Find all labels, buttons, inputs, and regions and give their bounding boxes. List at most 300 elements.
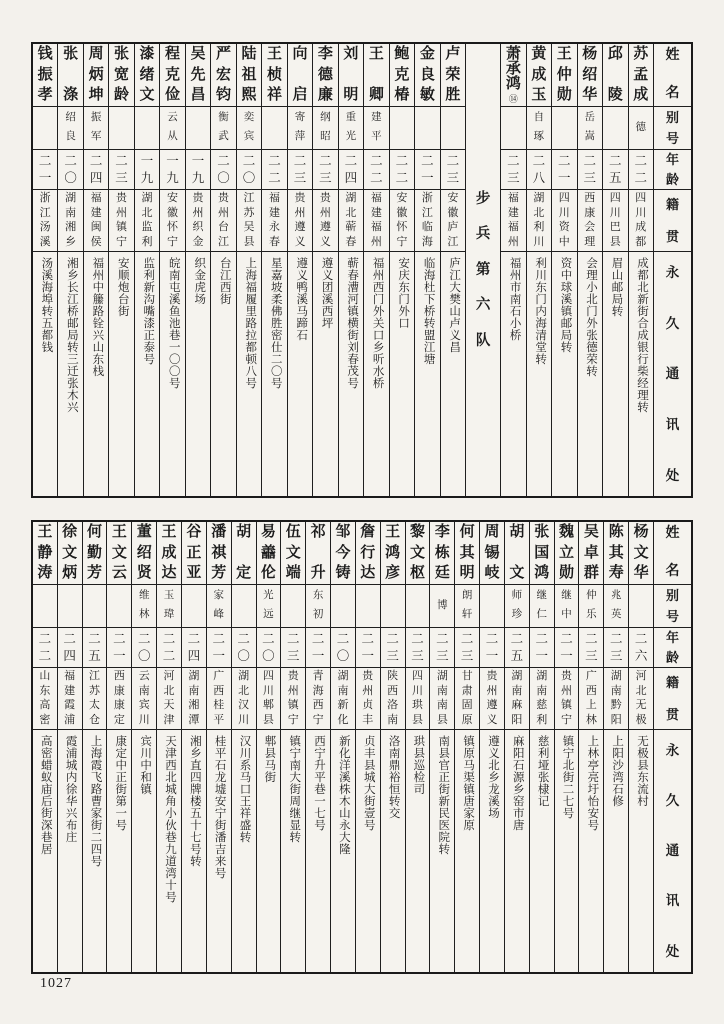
native-text: 四 川 巴 县 xyxy=(609,192,621,248)
age-text: 二 〇 xyxy=(137,631,151,663)
native-text: 湖 北 汉 川 xyxy=(238,670,250,726)
address-cell: 监利新沟嘴漆正泰号 xyxy=(135,251,159,496)
alias-cell xyxy=(552,106,576,149)
age-cell xyxy=(430,627,454,667)
native-cell xyxy=(629,667,653,729)
alias-cell xyxy=(288,106,312,149)
alias-cell xyxy=(83,584,107,627)
name-text: 钱 振 孝 xyxy=(37,46,53,103)
address-cell: 福州中籘路铨兴山东栈 xyxy=(84,251,108,496)
alias-text xyxy=(356,585,380,627)
person-column xyxy=(106,522,131,972)
age-cell xyxy=(58,627,82,667)
native-cell xyxy=(339,189,363,251)
alias-cell xyxy=(530,584,554,627)
name-cell xyxy=(257,522,281,584)
name-cell xyxy=(505,522,529,584)
age-text: 二 〇 xyxy=(262,631,275,663)
age-text: 二 四 xyxy=(63,631,76,663)
native-cell xyxy=(390,189,414,251)
name-text: 王 文 云 xyxy=(111,524,127,581)
alias-text: 绍 良 xyxy=(65,112,76,143)
age-cell xyxy=(237,149,261,189)
person-column xyxy=(108,44,133,496)
name-cell xyxy=(313,44,337,106)
alias-text xyxy=(415,107,439,149)
header-name-label: 姓 名 xyxy=(665,526,680,579)
alias-cell xyxy=(629,584,653,627)
alias-text: 云 从 xyxy=(167,112,178,143)
alias-cell xyxy=(356,584,380,627)
name-cell xyxy=(306,522,330,584)
alias-text xyxy=(109,107,133,149)
alias-cell xyxy=(306,584,330,627)
address-cell: 上林亭亮圩怡安号 xyxy=(579,729,603,972)
section-divider-label: 步 兵 第 六 队 xyxy=(475,190,491,349)
address-cell: 镇宁南大街周继显转 xyxy=(281,729,305,972)
alias-cell xyxy=(257,584,281,627)
alias-text: 奕 宾 xyxy=(243,112,255,143)
native-text: 河 北 无 极 xyxy=(635,670,647,726)
address-cell: 慈利垭张棣记 xyxy=(530,729,554,972)
native-cell xyxy=(356,667,380,729)
person-column xyxy=(287,44,312,496)
age-text: 二 一 xyxy=(535,631,548,663)
header-address-label: 永 久 通 讯 处 xyxy=(665,743,680,959)
name-text: 刘 明 xyxy=(343,46,359,103)
alias-cell xyxy=(406,584,430,627)
native-text: 四 川 成 都 xyxy=(635,192,647,248)
name-cell xyxy=(530,522,554,584)
age-text: 二 四 xyxy=(344,153,358,185)
address-cell: 镇宁北街二七号 xyxy=(555,729,579,972)
native-text: 贵 州 台 江 xyxy=(217,192,229,248)
name-cell xyxy=(281,522,305,584)
native-text: 湖 南 湘 潭 xyxy=(188,670,200,726)
address-cell: 眉山邮局转 xyxy=(603,251,627,496)
alias-text: 重 光 xyxy=(345,112,357,143)
alias-cell xyxy=(505,584,529,627)
native-text: 青 海 西 宁 xyxy=(312,670,324,726)
address-cell: 无极县东流村 xyxy=(629,729,653,972)
name-cell xyxy=(441,44,465,106)
age-cell xyxy=(306,627,330,667)
name-text: 周 锡 岐 xyxy=(484,524,500,581)
person-column xyxy=(280,522,305,972)
age-text: 二 五 xyxy=(609,153,622,185)
age-cell xyxy=(441,149,465,189)
address-cell: 镇原马渠镇唐家原 xyxy=(455,729,479,972)
address-cell: 洛南鼎裕恒转交 xyxy=(381,729,405,972)
native-text: 浙 江 临 海 xyxy=(421,192,433,248)
alias-text: 寄 萍 xyxy=(294,112,306,143)
alias-cell xyxy=(157,584,181,627)
name-text: 萧 承 鸿 xyxy=(505,46,521,92)
native-cell xyxy=(232,667,256,729)
person-column xyxy=(338,44,363,496)
native-text: 四 川 珙 县 xyxy=(411,670,423,726)
alias-cell xyxy=(58,584,82,627)
person-column xyxy=(231,522,256,972)
name-cell xyxy=(430,522,454,584)
header-alias-label: 别 号 xyxy=(665,588,679,624)
age-cell xyxy=(603,149,627,189)
alias-cell xyxy=(441,106,465,149)
alias-text xyxy=(58,585,82,627)
age-text: 一 九 xyxy=(191,153,205,185)
age-cell xyxy=(579,627,603,667)
age-text: 二 一 xyxy=(212,631,225,663)
name-cell xyxy=(555,522,579,584)
person-column xyxy=(57,522,82,972)
alias-cell xyxy=(430,584,454,627)
age-cell xyxy=(207,627,231,667)
native-text: 云 南 宾 川 xyxy=(138,670,150,726)
address-cell: 汤溪海埠转五都钱 xyxy=(33,251,57,496)
native-text: 福 建 闽 侯 xyxy=(90,192,102,248)
age-text: 二 三 xyxy=(585,631,598,663)
age-cell xyxy=(501,149,525,189)
person-column xyxy=(602,44,627,496)
native-cell xyxy=(211,189,235,251)
name-text: 黎 文 枢 xyxy=(409,524,425,581)
person-column xyxy=(603,522,628,972)
name-cell xyxy=(406,522,430,584)
native-cell xyxy=(415,189,439,251)
person-column xyxy=(312,44,337,496)
header-name-label: 姓 名 xyxy=(665,48,680,101)
native-cell xyxy=(430,667,454,729)
alias-cell xyxy=(629,106,653,149)
native-cell xyxy=(157,667,181,729)
person-column xyxy=(526,44,551,496)
native-text: 湖 南 新 化 xyxy=(337,670,349,726)
alias-cell xyxy=(390,106,414,149)
name-cell xyxy=(109,44,133,106)
alias-cell xyxy=(527,106,551,149)
address-cell: 临海杜下桥转盟江塘 xyxy=(415,251,439,496)
name-cell xyxy=(207,522,231,584)
age-text: 二 二 xyxy=(268,153,281,185)
native-cell xyxy=(186,189,210,251)
section-divider xyxy=(465,44,500,496)
name-text: 周 炳 坤 xyxy=(88,46,104,103)
age-cell xyxy=(109,149,133,189)
name-text: 魏 立 勋 xyxy=(559,524,575,581)
native-cell xyxy=(313,189,337,251)
alias-text xyxy=(603,107,627,149)
name-cell xyxy=(157,522,181,584)
address-cell: 安庆东门外口 xyxy=(390,251,414,496)
native-cell xyxy=(406,667,430,729)
person-column xyxy=(504,522,529,972)
native-text: 广 西 上 林 xyxy=(585,670,597,726)
native-text: 贵 州 贞 丰 xyxy=(362,670,374,726)
age-text: 二 五 xyxy=(88,631,101,663)
age-text: 二 一 xyxy=(558,153,571,185)
address-cell: 台江西街 xyxy=(211,251,235,496)
person-column xyxy=(429,522,454,972)
alias-text: 继 仁 xyxy=(536,590,547,621)
alias-text xyxy=(33,585,57,627)
age-cell xyxy=(331,627,355,667)
age-text: 二 二 xyxy=(370,153,383,185)
alias-text xyxy=(406,585,430,627)
alias-cell xyxy=(313,106,337,149)
alias-cell xyxy=(237,106,261,149)
address-cell: 上海霞飞路曹家街二四号 xyxy=(83,729,107,972)
age-text: 二 四 xyxy=(187,631,201,663)
header-name-cell xyxy=(654,522,691,584)
alias-text xyxy=(552,107,576,149)
person-column xyxy=(628,44,653,496)
header-alias-cell xyxy=(654,584,691,627)
native-text: 西 康 会 理 xyxy=(584,192,596,248)
age-text: 二 三 xyxy=(287,631,300,663)
alias-text xyxy=(232,585,256,627)
age-cell xyxy=(313,149,337,189)
name-text: 徐 文 炳 xyxy=(62,524,78,581)
roster-table-bottom xyxy=(31,520,693,974)
address-cell: 湘乡长江桥邮局转三迁张木兴 xyxy=(58,251,82,496)
name-text: 向 启 xyxy=(292,46,308,103)
address-cell: 新化洋溪株木山永大隆 xyxy=(331,729,355,972)
alias-cell xyxy=(207,584,231,627)
name-text: 何 勤 芳 xyxy=(87,524,103,581)
native-cell xyxy=(603,189,627,251)
alias-cell xyxy=(579,584,603,627)
native-text: 西 康 康 定 xyxy=(113,670,125,726)
name-cell xyxy=(84,44,108,106)
native-text: 河 北 天 津 xyxy=(163,670,175,726)
age-text: 二 一 xyxy=(38,153,52,185)
age-text: 二 二 xyxy=(395,153,409,185)
address-cell: 珙县巡检司 xyxy=(406,729,430,972)
name-text: 卢 荣 胜 xyxy=(445,46,461,103)
alias-cell xyxy=(455,584,479,627)
native-cell xyxy=(182,667,206,729)
age-text: 二 一 xyxy=(421,153,434,185)
header-address-cell xyxy=(654,251,691,496)
alias-text xyxy=(501,107,525,149)
name-text: 王 桢 祥 xyxy=(266,46,282,103)
name-text: 黄 成 玉 xyxy=(531,46,547,103)
name-text: 杨 绍 华 xyxy=(582,46,598,103)
name-text: 陈 其 寿 xyxy=(608,524,624,581)
age-cell xyxy=(107,627,131,667)
alias-text xyxy=(107,585,131,627)
person-column xyxy=(454,522,479,972)
age-text: 二 一 xyxy=(485,631,499,663)
age-cell xyxy=(578,149,602,189)
address-cell: 上海福履里路拉都顿八号 xyxy=(237,251,261,496)
name-cell xyxy=(160,44,184,106)
age-cell xyxy=(83,627,107,667)
age-cell xyxy=(211,149,235,189)
name-text: 董 绍 贤 xyxy=(136,524,152,581)
name-text: 张 宽 龄 xyxy=(114,46,130,103)
alias-text xyxy=(186,107,210,149)
name-cell xyxy=(604,522,628,584)
name-text: 鲍 克 椿 xyxy=(394,46,410,103)
alias-text xyxy=(480,585,504,627)
age-cell xyxy=(33,627,57,667)
native-text: 贵 州 遵 义 xyxy=(486,670,498,726)
native-text: 贵 州 镇 宁 xyxy=(561,670,573,726)
native-text: 湖 南 黔 阳 xyxy=(610,670,622,726)
alias-text xyxy=(33,107,57,149)
native-cell xyxy=(83,667,107,729)
native-text: 浙 江 汤 溪 xyxy=(39,192,51,248)
alias-text xyxy=(331,585,355,627)
age-text: 二 三 xyxy=(507,153,520,185)
address-cell: 成都北新街合成银行柴经理转 xyxy=(629,251,653,496)
header-alias-label: 别 号 xyxy=(665,110,679,146)
header-address-label: 永 久 通 讯 处 xyxy=(665,265,680,483)
person-column xyxy=(210,44,235,496)
alias-text: 兆 英 xyxy=(610,590,622,621)
person-column xyxy=(355,522,380,972)
name-text: 王 仲 勋 xyxy=(556,46,572,103)
native-cell xyxy=(33,667,57,729)
age-cell xyxy=(288,149,312,189)
native-cell xyxy=(579,667,603,729)
native-text: 湖 北 监 利 xyxy=(141,192,153,248)
person-column xyxy=(156,522,181,972)
alias-cell xyxy=(415,106,439,149)
age-cell xyxy=(415,149,439,189)
name-cell xyxy=(186,44,210,106)
native-cell xyxy=(306,667,330,729)
alias-text: 振 军 xyxy=(90,112,102,143)
name-text: 王 成 达 xyxy=(161,524,177,581)
native-cell xyxy=(257,667,281,729)
name-cell xyxy=(182,522,206,584)
name-cell xyxy=(58,522,82,584)
address-cell: 福州市南石小桥 xyxy=(501,251,525,496)
native-cell xyxy=(552,189,576,251)
person-column xyxy=(414,44,439,496)
address-cell: 遵义团溪西坪 xyxy=(313,251,337,496)
person-column xyxy=(479,522,504,972)
name-cell xyxy=(579,522,603,584)
person-column xyxy=(405,522,430,972)
person-column xyxy=(83,44,108,496)
alias-cell xyxy=(33,106,57,149)
age-text: 二 八 xyxy=(532,153,546,185)
alias-text: 光 远 xyxy=(263,590,274,621)
name-text: 吴 先 昌 xyxy=(190,46,206,103)
address-cell: 蕲春漕河镇横街刘春茂号 xyxy=(339,251,363,496)
name-cell xyxy=(381,522,405,584)
header-native-label: 籍 贯 xyxy=(665,197,679,244)
native-cell xyxy=(501,189,525,251)
native-cell xyxy=(107,667,131,729)
alias-text xyxy=(262,107,286,149)
header-column xyxy=(653,522,691,972)
native-cell xyxy=(331,667,355,729)
native-cell xyxy=(505,667,529,729)
name-cell xyxy=(501,44,525,106)
name-text: 李 德 廉 xyxy=(317,46,333,103)
header-column xyxy=(653,44,691,496)
name-cell xyxy=(83,522,107,584)
alias-cell xyxy=(381,584,405,627)
address-cell: 安顺炮台街 xyxy=(109,251,133,496)
person-column xyxy=(330,522,355,972)
alias-text xyxy=(135,107,159,149)
age-text: 二 〇 xyxy=(242,153,256,185)
alias-text: 东 初 xyxy=(312,590,324,621)
name-text: 易 譱 伦 xyxy=(260,524,276,581)
native-cell xyxy=(262,189,286,251)
name-cell xyxy=(107,522,131,584)
age-cell xyxy=(527,149,551,189)
age-cell xyxy=(455,627,479,667)
native-cell xyxy=(33,189,57,251)
person-column xyxy=(389,44,414,496)
alias-text: 师 珍 xyxy=(511,590,523,621)
age-text: 二 三 xyxy=(411,631,424,663)
address-cell: 湘乡直四牌楼五十七号转 xyxy=(182,729,206,972)
address-cell: 郫县马街 xyxy=(257,729,281,972)
name-cell xyxy=(288,44,312,106)
person-column xyxy=(159,44,184,496)
person-column xyxy=(33,522,57,972)
person-column xyxy=(529,522,554,972)
age-cell xyxy=(604,627,628,667)
name-cell xyxy=(33,522,57,584)
alias-cell xyxy=(84,106,108,149)
native-cell xyxy=(578,189,602,251)
native-text: 湖 北 蕲 春 xyxy=(345,192,357,248)
address-cell: 福州西门外关口乡听水桥 xyxy=(364,251,388,496)
address-cell: 资中球溪镇邮局转 xyxy=(552,251,576,496)
age-cell xyxy=(530,627,554,667)
name-text: 严 宏 钧 xyxy=(215,46,231,103)
native-text: 安 徽 庐 江 xyxy=(447,192,459,248)
name-cell xyxy=(390,44,414,106)
alias-cell xyxy=(58,106,82,149)
alias-text xyxy=(441,107,465,149)
person-column xyxy=(82,522,107,972)
native-cell xyxy=(381,667,405,729)
alias-cell xyxy=(107,584,131,627)
native-cell xyxy=(281,667,305,729)
person-column xyxy=(236,44,261,496)
age-cell xyxy=(364,149,388,189)
name-cell xyxy=(58,44,82,106)
name-cell xyxy=(603,44,627,106)
native-cell xyxy=(629,189,653,251)
person-column xyxy=(500,44,525,496)
age-text: 二 二 xyxy=(162,631,176,663)
age-text: 二 〇 xyxy=(237,631,250,663)
native-text: 湖 南 湘 乡 xyxy=(65,192,77,248)
age-text: 二 一 xyxy=(311,631,325,663)
name-cell xyxy=(480,522,504,584)
age-cell xyxy=(281,627,305,667)
alias-cell xyxy=(555,584,579,627)
age-text: 二 三 xyxy=(386,631,399,663)
alias-cell xyxy=(160,106,184,149)
header-name-cell xyxy=(654,44,691,106)
alias-text: 家 峰 xyxy=(213,590,224,621)
name-text: 詹 行 达 xyxy=(360,524,376,581)
age-text: 二 二 xyxy=(38,631,52,663)
alias-text xyxy=(381,585,405,627)
native-text: 贵 州 遵 义 xyxy=(294,192,306,248)
